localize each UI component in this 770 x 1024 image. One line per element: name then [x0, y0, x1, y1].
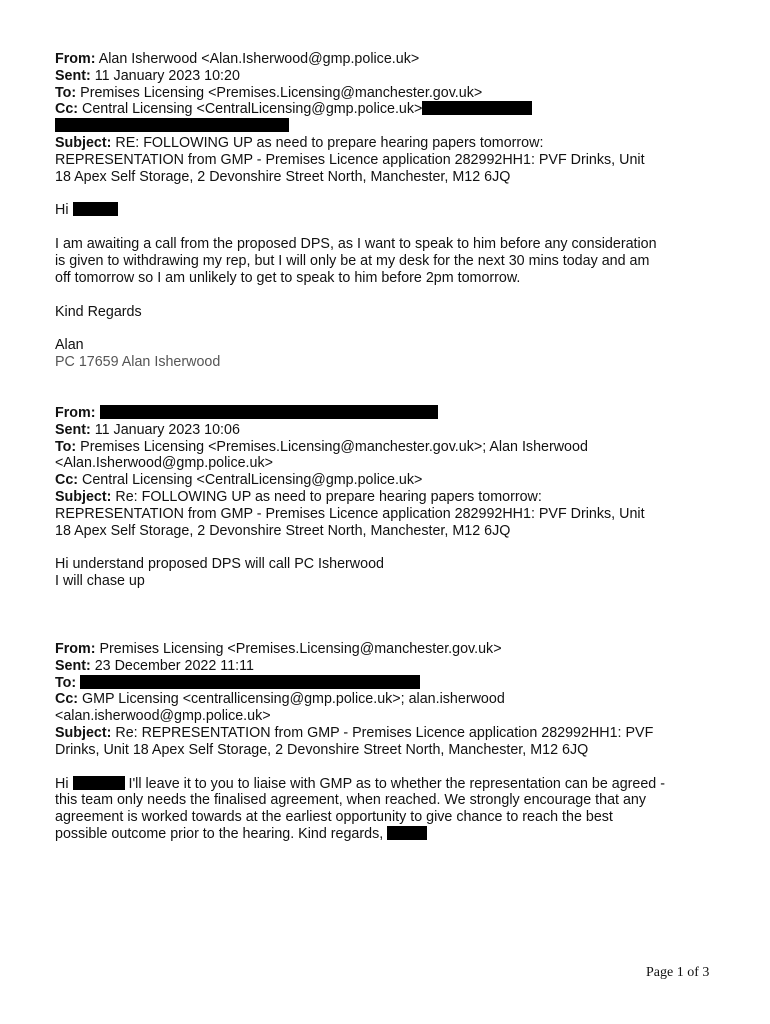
- redaction-block: [100, 405, 438, 419]
- email3-cc-continued: <alan.isherwood@gmp.police.uk>: [55, 708, 271, 725]
- document-page: [55, 51, 725, 843]
- email1-subject-line: [55, 135, 725, 152]
- email2-cc-line: [55, 472, 725, 489]
- email3-body-4: possible outcome prior to the hearing. Kind regards,: [55, 825, 384, 842]
- email2-to-continued: <Alan.Isherwood@gmp.police.uk>: [55, 455, 273, 472]
- email3-sent-line: [55, 658, 725, 675]
- email3-body-1: [55, 776, 725, 793]
- redaction-block: [55, 118, 289, 132]
- subject-label: Subject:: [55, 488, 112, 505]
- email1-subject-3: 18 Apex Self Storage, 2 Devonshire Street North, Manchester, M12 6JQ: [55, 168, 511, 185]
- email2-body-1: Hi understand proposed DPS will call PC Isherwood: [55, 556, 384, 573]
- email3-from-value: Premises Licensing <Premises.Licensing@manchester.gov.uk>: [99, 640, 502, 657]
- email3-to-line: [55, 675, 725, 692]
- email2-subject-3: 18 Apex Self Storage, 2 Devonshire Street North, Manchester, M12 6JQ: [55, 522, 511, 539]
- redaction-block: [73, 776, 125, 790]
- email2-to-line: [55, 439, 725, 456]
- email3-greeting: Hi: [55, 775, 69, 792]
- email1-body-3: off tomorrow so I am unlikely to get to speak to him before 2pm tomorrow.: [55, 269, 521, 286]
- email1-from-value: Alan Isherwood <Alan.Isherwood@gmp.police.uk>: [98, 51, 420, 67]
- email3-sent-value: 23 December 2022 11:11: [94, 657, 254, 674]
- email1-sign-name: Alan: [55, 337, 84, 354]
- email1-body-1: I am awaiting a call from the proposed DPS, as I want to speak to him before any consideration: [55, 236, 657, 253]
- cc-label: Cc:: [55, 691, 79, 708]
- email3-subject-1: Re: REPRESENTATION from GMP - Premises Licence application 282992HH1: PVF: [115, 724, 654, 741]
- email1-cc-line: [55, 101, 725, 118]
- from-label: From:: [55, 404, 96, 421]
- email1-cc-value: Central Licensing <CentralLicensing@gmp.police.uk>: [82, 101, 423, 118]
- email1-body-2: is given to withdrawing my rep, but I will only be at my desk for the next 30 mins today and am: [55, 252, 650, 269]
- email2-to-value: Premises Licensing <Premises.Licensing@manchester.gov.uk>; Alan Isherwood: [80, 438, 588, 455]
- email1-signoff: Kind Regards: [55, 303, 142, 320]
- email1-greeting: Hi: [55, 202, 69, 219]
- sent-label: Sent:: [55, 657, 91, 674]
- email2-subject-2: REPRESENTATION from GMP - Premises Licence application 282992HH1: PVF Drinks, Unit: [55, 505, 645, 522]
- to-label: To:: [55, 674, 77, 691]
- redaction-block: [80, 675, 420, 689]
- email2-sent-line: [55, 422, 725, 439]
- email3-body-3: agreement is worked towards at the earliest opportunity to give chance to reach the best: [55, 809, 613, 826]
- email1-to-line: [55, 85, 725, 102]
- subject-label: Subject:: [55, 724, 112, 741]
- to-label: To:: [55, 438, 77, 455]
- email1-greeting-line: [55, 202, 725, 219]
- email1-subject-1: RE: FOLLOWING UP as need to prepare hearing papers tomorrow:: [115, 134, 544, 151]
- email1-to-value: Premises Licensing <Premises.Licensing@manchester.gov.uk>: [80, 84, 483, 101]
- email3-cc-value: GMP Licensing <centrallicensing@gmp.police.uk>; alan.isherwood: [82, 691, 505, 708]
- redaction-block: [73, 202, 118, 216]
- email1-sent-line: [55, 68, 725, 85]
- from-label: From:: [55, 640, 96, 657]
- email1-sign-title: PC 17659 Alan Isherwood: [55, 354, 221, 371]
- email2-body-2: I will chase up: [55, 573, 145, 590]
- from-label: From:: [55, 51, 96, 67]
- cc-label: Cc:: [55, 101, 79, 118]
- email1-from-line: [55, 51, 725, 68]
- email3-body-1-rest: I'll leave it to you to liaise with GMP as to whether the representation can be agreed -: [128, 775, 665, 792]
- email3-from-line: [55, 641, 725, 658]
- subject-label: Subject:: [55, 134, 112, 151]
- email3-body-2: this team only needs the finalised agreement, when reached. We strongly encourage that any: [55, 792, 647, 809]
- email1-sent-value: 11 January 2023 10:20: [94, 67, 240, 84]
- email2-from-line: [55, 405, 725, 422]
- email2-sent-value: 11 January 2023 10:06: [94, 421, 240, 438]
- email3-subject-line: [55, 725, 725, 742]
- email3-cc-line: [55, 691, 725, 708]
- email2-subject-line: [55, 489, 725, 506]
- email3-body-4-line: [55, 826, 725, 843]
- cc-label: Cc:: [55, 472, 79, 489]
- sent-label: Sent:: [55, 67, 91, 84]
- redaction-block: [422, 101, 532, 115]
- email3-subject-2: Drinks, Unit 18 Apex Self Storage, 2 Devonshire Street North, Manchester, M12 6JQ: [55, 741, 589, 758]
- redaction-block: [387, 826, 427, 840]
- email2-cc-value: Central Licensing <CentralLicensing@gmp.police.uk>: [82, 472, 423, 489]
- email1-subject-2: REPRESENTATION from GMP - Premises Licence application 282992HH1: PVF Drinks, Unit: [55, 151, 645, 168]
- email2-subject-1: Re: FOLLOWING UP as need to prepare hearing papers tomorrow:: [115, 488, 542, 505]
- to-label: To:: [55, 84, 77, 101]
- sent-label: Sent:: [55, 421, 91, 438]
- email1-cc-continued: [55, 118, 725, 135]
- page-number: Page 1 of 3: [646, 965, 710, 980]
